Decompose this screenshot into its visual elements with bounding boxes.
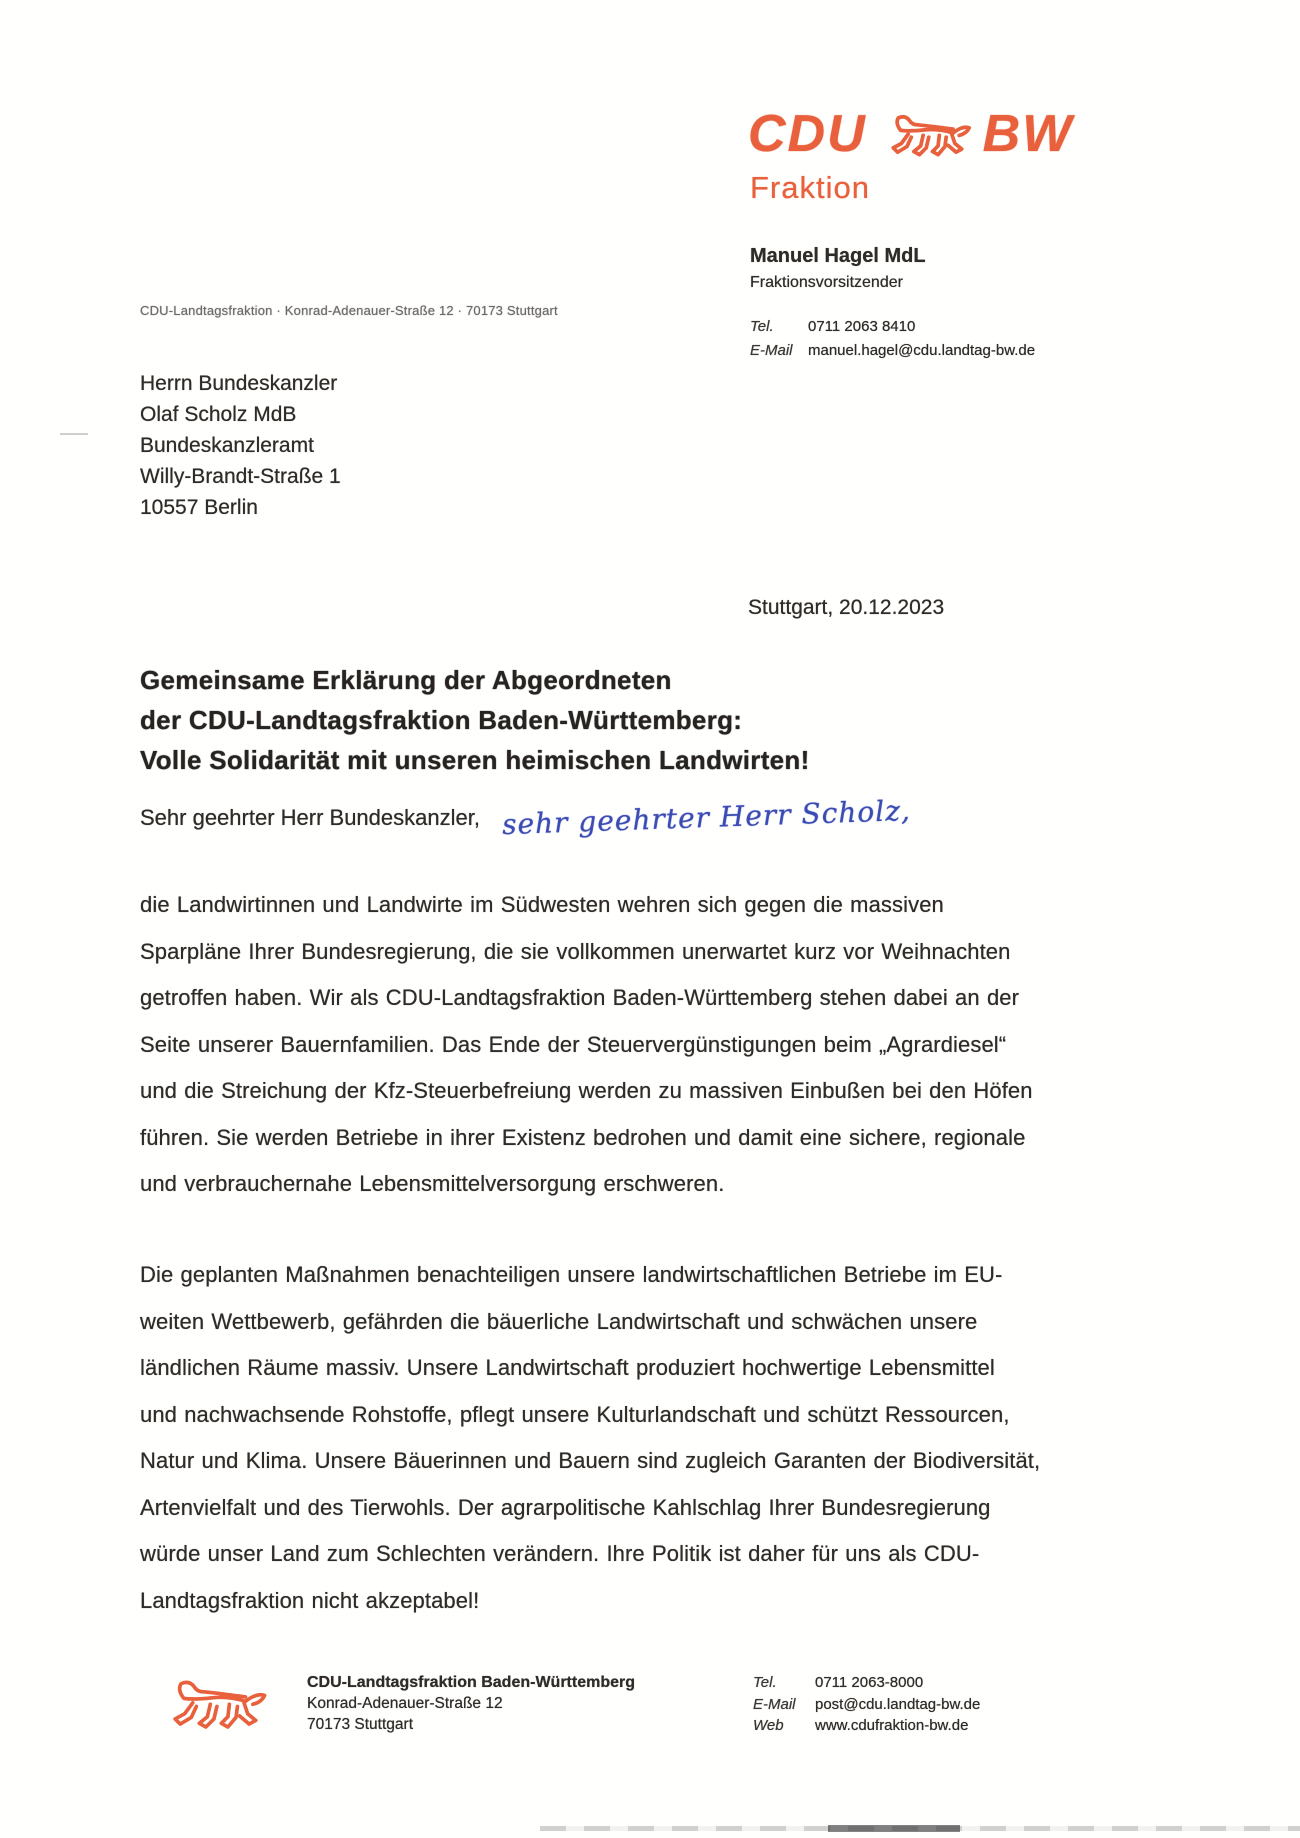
- body-line: Seite unserer Bauernfamilien. Das Ende der Steuervergünstigungen beim „Agrardiesel“: [140, 1031, 1007, 1057]
- salutation-handwritten-note: sehr geehrter Herr Scholz,: [501, 793, 912, 842]
- footer-web-label: Web: [753, 1717, 784, 1734]
- brand-bw-text: BW: [982, 105, 1074, 163]
- brand-cdu-text: CDU: [748, 105, 867, 163]
- body-line: würde unser Land zum Schlechten verändern. Ihre Politik ist daher für uns als CDU-: [140, 1541, 980, 1566]
- footer-web-value: www.cdufraktion-bw.de: [815, 1717, 969, 1734]
- tel-value: 0711 2063 8410: [808, 318, 916, 335]
- bw-lion-emblem-icon: [873, 108, 977, 169]
- body-line: und verbrauchernahe Lebensmittelversorgung erschweren.: [140, 1171, 725, 1196]
- subject-line: Gemeinsame Erklärung der Abgeordneten: [140, 665, 672, 695]
- footer-address-line: 70173 Stuttgart: [307, 1716, 413, 1733]
- body-line: Artenvielfalt und des Tierwohls. Der agrarpolitische Kahlschlag Ihrer Bundesregierung: [140, 1494, 991, 1520]
- contact-name: Manuel Hagel MdL: [750, 245, 926, 267]
- footer-tel-label: Tel.: [753, 1674, 777, 1691]
- contact-tel-row: [750, 318, 1210, 335]
- footer-address-block: [307, 1672, 635, 1735]
- body-line: führen. Sie werden Betriebe in ihrer Existenz bedrohen und damit eine sichere, regionale: [140, 1124, 1026, 1150]
- footer-web-row: [753, 1715, 980, 1737]
- email-value: manuel.hagel@cdu.landtag-bw.de: [808, 342, 1036, 359]
- body-line: und die Streichung der Kfz-Steuerbefreiung werden zu massiven Einbußen bei den Höfen: [140, 1078, 1033, 1103]
- bw-lion-logo-icon: [150, 1672, 275, 1743]
- recipient-line: Bundeskanzleramt: [140, 434, 314, 457]
- footer-email-row: [753, 1694, 980, 1716]
- dateline: Stuttgart, 20.12.2023: [748, 596, 945, 619]
- recipient-line: 10557 Berlin: [140, 496, 258, 519]
- scan-fold-mark: [60, 433, 88, 435]
- body-line: ländlichen Räume massiv. Unsere Landwirtschaft produziert hochwertige Lebensmittel: [140, 1355, 995, 1380]
- footer-email-label: E-Mail: [753, 1695, 796, 1713]
- contact-role: Fraktionsvorsitzender: [750, 274, 903, 291]
- body-line: weiten Wettbewerb, gefährden die bäuerliche Landwirtschaft und schwächen unsere: [140, 1308, 978, 1334]
- footer-tel-value: 0711 2063-8000: [815, 1674, 924, 1691]
- body-paragraph-1: [140, 882, 1200, 1208]
- tel-label: Tel.: [750, 318, 774, 335]
- recipient-line: Herrn Bundeskanzler: [140, 372, 338, 395]
- body-line: Landtagsfraktion nicht akzeptabel!: [140, 1587, 480, 1613]
- recipient-address-block: [140, 368, 341, 523]
- scan-artifact-bar: [828, 1825, 960, 1832]
- subject-line: der CDU-Landtagsfraktion Baden-Württemberg:: [140, 705, 743, 735]
- body-line: Natur und Klima. Unsere Bäuerinnen und Bauern sind zugleich Garanten der Biodiversität,: [140, 1448, 1041, 1473]
- subject-heading: [140, 660, 810, 780]
- contact-email-row: [750, 342, 1210, 359]
- sender-return-address: CDU-Landtagsfraktion · Konrad-Adenauer-Straße 12 · 70173 Stuttgart: [140, 303, 558, 318]
- body-line: die Landwirtinnen und Landwirte im Südwesten wehren sich gegen die massiven: [140, 892, 944, 917]
- footer-email-value: post@cdu.landtag-bw.de: [815, 1695, 981, 1713]
- body-line: getroffen haben. Wir als CDU-Landtagsfraktion Baden-Württemberg stehen dabei an der: [140, 985, 1020, 1010]
- body-line: Die geplanten Maßnahmen benachteiligen unsere landwirtschaftlichen Betriebe im EU-: [140, 1262, 1003, 1287]
- body-line: und nachwachsende Rohstoffe, pflegt unsere Kulturlandschaft und schützt Ressourcen,: [140, 1401, 1010, 1427]
- brand-logo: [748, 105, 1074, 169]
- email-label: E-Mail: [750, 342, 793, 359]
- body-line: Sparpläne Ihrer Bundesregierung, die sie vollkommen unerwartet kurz vor Weihnachten: [140, 938, 1011, 964]
- footer-contact-block: [753, 1672, 980, 1737]
- brand-fraktion-text: Fraktion: [750, 170, 870, 205]
- footer-tel-row: [753, 1672, 980, 1694]
- footer-address-line: Konrad-Adenauer-Straße 12: [307, 1695, 503, 1712]
- salutation-row: [140, 793, 912, 842]
- body-paragraph-2: [140, 1252, 1200, 1624]
- recipient-line: Willy-Brandt-Straße 1: [140, 465, 341, 488]
- footer-org-name: CDU-Landtagsfraktion Baden-Württemberg: [307, 1674, 636, 1691]
- subject-line: Volle Solidarität mit unseren heimischen Landwirten!: [140, 745, 810, 775]
- recipient-line: Olaf Scholz MdB: [140, 403, 297, 426]
- salutation-printed: Sehr geehrter Herr Bundeskanzler,: [140, 805, 480, 830]
